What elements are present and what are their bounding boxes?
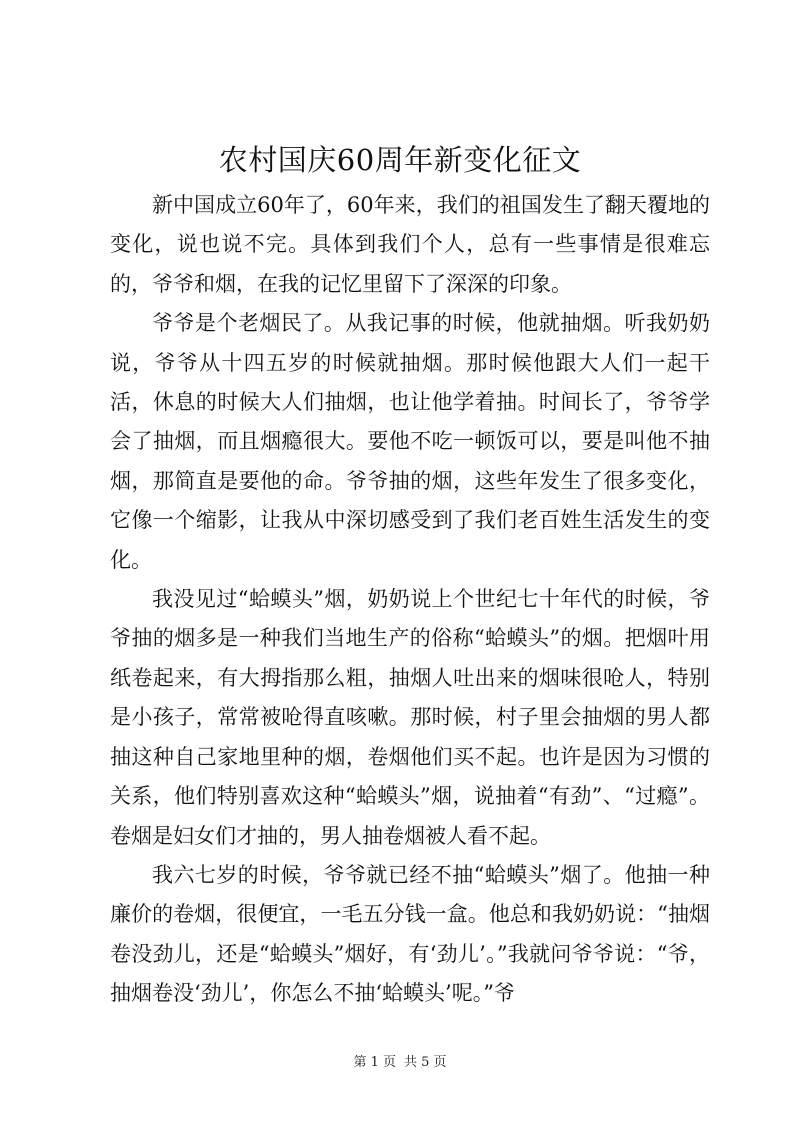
paragraph-1: 新中国成立60年了，60年来，我们的祖国发生了翻天覆地的变化，说也说不完。具体到我们个人，总有一些事情是很难忘的，爷爷和烟，在我的记忆里留下了深深的印象。 [110,193,710,296]
document-title: 农村国庆60周年新变化征文 [218,143,582,177]
page-number: 第 1 页 [353,1055,396,1070]
paragraph-4: 我六七岁的时候，爷爷就已经不抽“蛤蟆头”烟了。他抽一种廉价的卷烟，很便宜，一毛五分钱一盒。他总和我奶奶说：“抽烟卷没劲儿，还是“蛤蟆头”烟好，有‘劲儿’。”我就问爷爷说：“爷，抽烟卷没‘劲儿’，你怎么不抽‘蛤蟆头’呢。”爷 [110,862,710,1006]
paragraph-3: 我没见过“蛤蟆头”烟，奶奶说上个世纪七十年代的时候，爷爷抽的烟多是一种我们当地生产的俗称“蛤蟆头”的烟。把烟叶用纸卷起来，有大拇指那么粗，抽烟人吐出来的烟味很呛人，特别是小孩子，常常被呛得直咳嗽。那时候，村子里会抽烟的男人都抽这种自己家地里种的烟，卷烟他们买不起。也许是因为习惯的关系，他们特别喜欢这种“蛤蟆头”烟，说抽着“有劲”、“过瘾”。卷烟是妇女们才抽的，男人抽卷烟被人看不起。 [110,587,710,848]
page-footer [0,1053,800,1073]
document-body [110,186,710,1014]
paragraph-2: 爷爷是个老烟民了。从我记事的时候，他就抽烟。听我奶奶说，爷爷从十四五岁的时候就抽烟。那时候他跟大人们一起干活，休息的时候大人们抽烟，也让他学着抽。时间长了，爷爷学会了抽烟，而且烟瘾很大。要他不吃一顿饭可以，要是叫他不抽烟，那简直是要他的命。爷爷抽的烟，这些年发生了很多变化，它像一个缩影，让我从中深切感受到了我们老百姓生活发生的变化。 [110,311,710,572]
page-total: 共 5 页 [404,1055,447,1070]
